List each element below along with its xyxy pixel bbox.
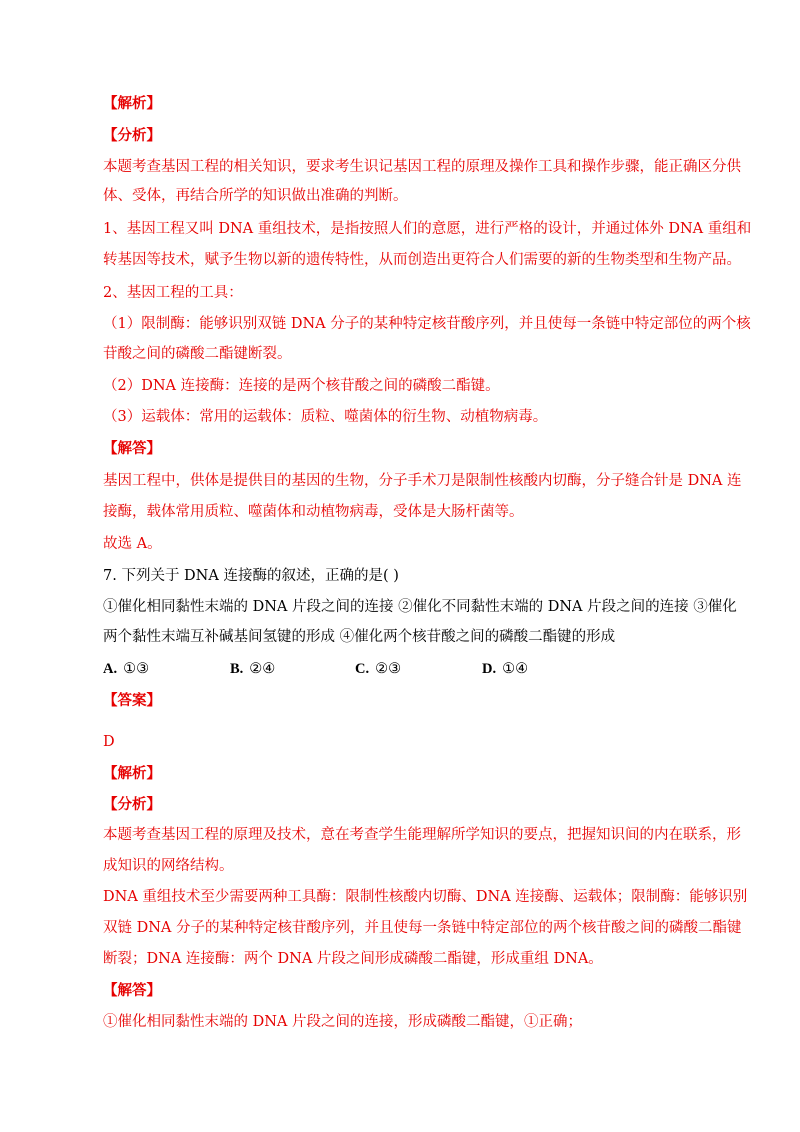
paragraph-line: 基因工程中，供体是提供目的基因的生物，分子手术刀是限制性核酸内切酶，分子缝合针是 DNA 连 [103, 473, 742, 489]
section-heading-answer: 【答案】 [103, 692, 161, 709]
paragraph-line: 接酶，载体常用质粒、噬菌体和动植物病毒，受体是大肠杆菌等。 [103, 504, 524, 520]
section-heading-solution: 【解答】 [103, 982, 161, 999]
answer-value: D [103, 734, 115, 750]
paragraph-line: 成知识的网络结构。 [103, 858, 234, 874]
paragraph-line: 双链 DNA 分子的某种特定核苷酸序列，并且使每一条链中特定部位的两个核苷酸之间的磷酸二酯键 [103, 920, 742, 936]
option-text: ②④ [249, 661, 276, 677]
paragraph-line: 本题考查基因工程的原理及技术，意在考查学生能理解所学知识的要点，把握知识间的内在联系，形 [103, 827, 741, 843]
paragraph-line: （3）运载体：常用的运载体：质粒、噬菌体的衍生物、动植物病毒。 [103, 409, 548, 425]
option-letter: C. [355, 661, 370, 677]
option-letter: A. [103, 661, 118, 677]
paragraph-line: 1、基因工程又叫 DNA 重组技术，是指按照人们的意愿，进行严格的设计，并通过体外 DNA 重组和 [103, 221, 752, 237]
paragraph-line: 转基因等技术，赋予生物以新的遗传特性，从而创造出更符合人们需要的新的生物类型和生物产品。 [103, 252, 741, 268]
paragraph-line: （2）DNA 连接酶：连接的是两个核苷酸之间的磷酸二酯键。 [103, 378, 500, 394]
paragraph-line: 本题考查基因工程的相关知识，要求考生识记基因工程的原理及操作工具和操作步骤，能正确区分供 [103, 159, 741, 175]
paragraph-line: ①催化相同黏性末端的 DNA 片段之间的连接，形成磷酸二酯键，①正确； [103, 1014, 582, 1030]
section-heading-breakdown: 【分析】 [103, 127, 161, 144]
option-b [230, 659, 275, 679]
paragraph-line: DNA 重组技术至少需要两种工具酶：限制性核酸内切酶、DNA 连接酶、运载体；限制酶：能够识别 [103, 889, 748, 905]
option-text: ①④ [502, 661, 529, 677]
option-letter: B. [230, 661, 244, 677]
paragraph-line: （1）限制酶：能够识别双链 DNA 分子的某种特定核苷酸序列，并且使每一条链中特定部位的两个核 [103, 316, 751, 332]
option-a [103, 659, 149, 679]
paragraph-line: 体、受体，再结合所学的知识做出准确的判断。 [103, 188, 408, 204]
option-text: ②③ [375, 661, 402, 677]
section-heading-analysis: 【解析】 [103, 765, 161, 782]
section-heading-analysis: 【解析】 [103, 95, 161, 112]
question-items: 两个黏性末端互补碱基间氢键的形成 ④催化两个核苷酸之间的磷酸二酯键的形成 [103, 629, 616, 645]
option-text: ①③ [123, 661, 150, 677]
section-heading-breakdown: 【分析】 [103, 796, 161, 813]
paragraph-line: 断裂；DNA 连接酶：两个 DNA 片段之间形成磷酸二酯键，形成重组 DNA。 [103, 951, 603, 967]
paragraph-line: 故选 A。 [103, 536, 162, 552]
option-d [482, 659, 528, 679]
paragraph-line: 苷酸之间的磷酸二酯键断裂。 [103, 346, 292, 362]
option-c [355, 659, 401, 679]
question-stem: 7. 下列关于 DNA 连接酶的叙述，正确的是( ) [103, 568, 399, 584]
option-letter: D. [482, 661, 497, 677]
paragraph-line: 2、基因工程的工具： [103, 285, 243, 301]
section-heading-solution: 【解答】 [103, 440, 161, 457]
question-items: ①催化相同黏性末端的 DNA 片段之间的连接 ②催化不同黏性末端的 DNA 片段之间的连接 ③催化 [103, 599, 737, 615]
